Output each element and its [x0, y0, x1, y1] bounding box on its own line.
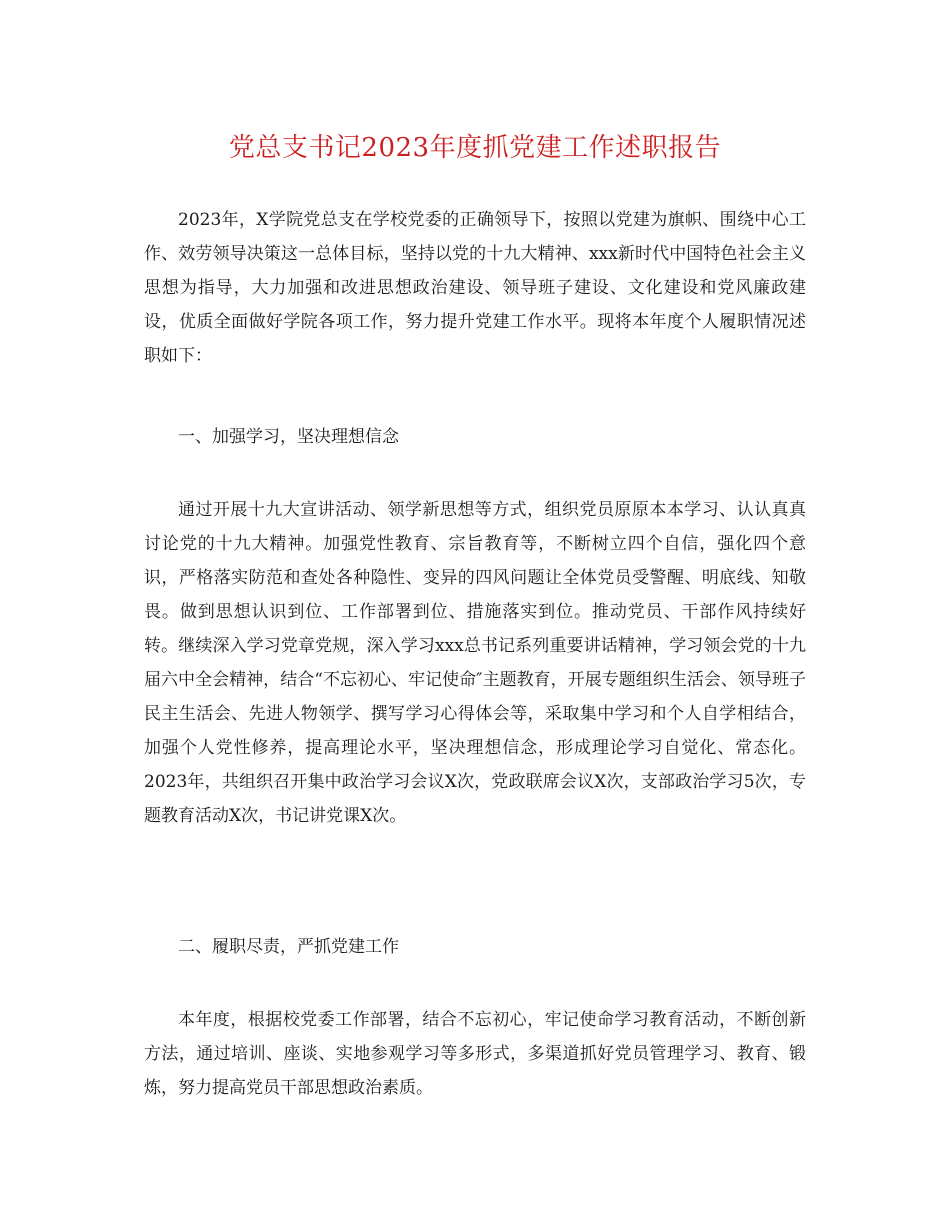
intro-paragraph: 2023年，X学院党总支在学校党委的正确领导下，按照以党建为旗帜、围绕中心工作、效劳领导决策这一总体目标，坚持以党的十九大精神、xxx新时代中国特色社会主义思想为指导，大力加强和改进思想政治建设、领导班子建设、文化建设和党风廉政建设，优质全面做好学院各项工作，努力提升党建工作水平。现将本年度个人履职情况述职如下： [144, 210, 806, 366]
section-2-heading: 二、履职尽责，严抓党建工作 [178, 937, 399, 957]
section-1-paragraph: 通过开展十九大宣讲活动、领学新思想等方式，组织党员原原本本学习、认认真真讨论党的十九大精神。加强党性教育、宗旨教育等，不断树立四个自信，强化四个意识，严格落实防范和查处各种隐性、变异的四风问题让全体党员受警醒、明底线、知敬畏。做到思想认识到位、工作部署到位、措施落实到位。推动党员、干部作风持续好转。继续深入学习党章党规，深入学习xxx总书记系列重要讲话精神，学习领会党的十九届六中全会精神，结合“不忘初心、牢记使命″主题教育，开展专题组织生活会、领导班子民主生活会、先进人物领学、撰写学习心得体会等，采取集中学习和个人自学相结合，加强个人党性修养，提高理论水平，坚决理想信念，形成理论学习自觉化、常态化。2023年，共组织召开集中政治学习会议X次，党政联席会议X次，支部政治学习5次，专题教育活动X次，书记讲党课X次。 [144, 500, 806, 826]
document-title: 党总支书记2023年度抓党建工作述职报告 [228, 133, 722, 163]
section-2-paragraph: 本年度，根据校党委工作部署，结合不忘初心，牢记使命学习教育活动，不断创新方法，通过培训、座谈、实地参观学习等多形式，多渠道抓好党员管理学习、教育、锻炼，努力提高党员干部思想政治素质。 [144, 1010, 806, 1098]
section-1-heading: 一、加强学习，坚决理想信念 [178, 427, 399, 447]
